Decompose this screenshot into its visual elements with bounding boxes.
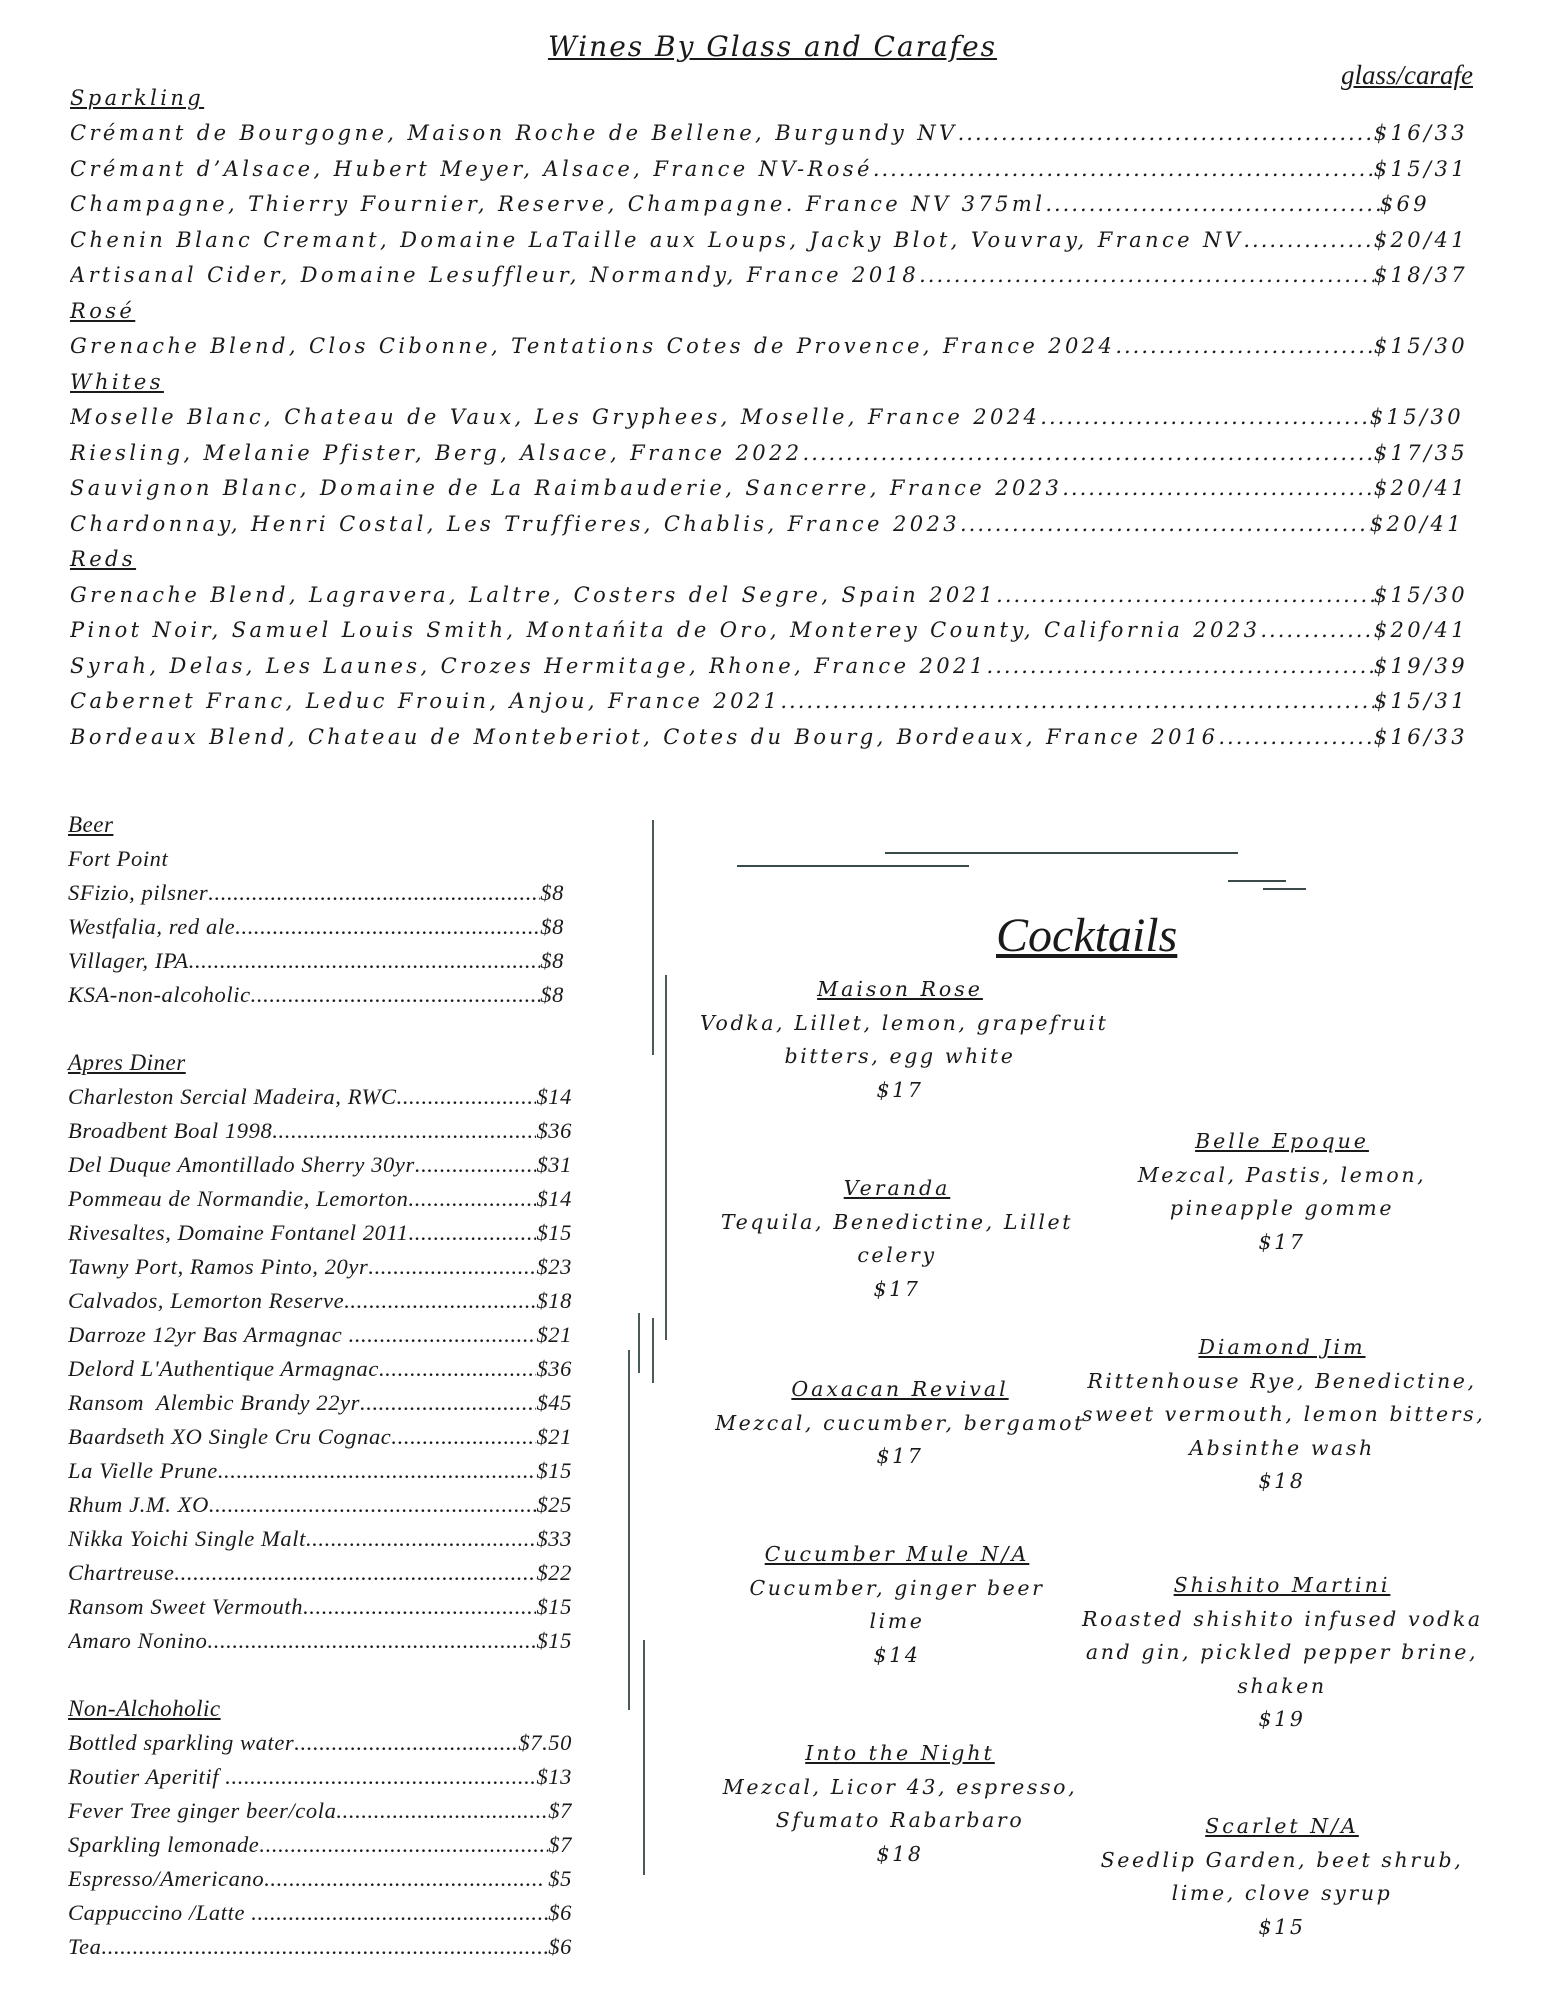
divider-line — [643, 1640, 645, 1875]
divider-line — [628, 1350, 630, 1710]
non-alcoholic-item: Tea ..... $6 — [68, 1930, 572, 1964]
cocktail-ingredients: lime — [869, 1609, 925, 1633]
cocktail-diamond-jim — [1082, 1331, 1486, 1499]
page-title: Wines By Glass and Carafes — [547, 30, 998, 63]
apres-item: Ransom Alembic Brandy 22yr ..... $45 — [68, 1386, 572, 1420]
non-alcoholic-item: Cappuccino /Latte ..... $6 — [68, 1896, 572, 1930]
cocktail-price: $19 — [1258, 1707, 1306, 1731]
divider-line — [652, 1318, 654, 1383]
cocktail-ingredients: Rittenhouse Rye, Benedictine, — [1087, 1368, 1477, 1393]
cocktail-ingredients: sweet vermouth, lemon bitters, — [1082, 1402, 1486, 1426]
beer-item: Westfalia, red ale ..... $8 — [68, 910, 564, 944]
divider-line — [638, 1313, 640, 1373]
cocktail-ingredients: Mezcal, cucumber, bergamot — [715, 1410, 1085, 1435]
cocktails-title: Cocktails — [996, 909, 1178, 962]
cocktail-price: $17 — [876, 1077, 924, 1102]
cocktail-ingredients: bitters, egg white — [784, 1044, 1016, 1068]
divider-line — [885, 852, 1238, 854]
wines-section — [70, 80, 1480, 755]
cocktail-price: $18 — [1258, 1469, 1306, 1493]
divider-line — [737, 865, 969, 867]
apres-item: Charleston Sercial Madeira, RWC ..... $14 — [68, 1080, 572, 1114]
cocktail-ingredients: Mezcal, Pastis, lemon, — [1137, 1162, 1427, 1187]
section-non-alcoholic: Non-Alchoholic — [68, 1696, 221, 1721]
cocktail-ingredients: Tequila, Benedictine, Lillet — [720, 1209, 1074, 1234]
divider-line — [665, 975, 667, 1340]
cocktail-oaxacan-revival — [700, 1373, 1100, 1474]
apres-item: Ransom Sweet Vermouth ..... $15 — [68, 1590, 572, 1624]
divider-line — [652, 820, 654, 1055]
cocktail-price: $14 — [873, 1642, 921, 1667]
cocktail-price: $15 — [1258, 1914, 1306, 1939]
cocktail-price: $17 — [876, 1444, 924, 1468]
apres-item: Del Duque Amontillado Sherry 30yr ..... $31 — [68, 1148, 572, 1182]
cocktail-ingredients: pineapple gomme — [1169, 1196, 1395, 1220]
non-alcoholic-item: Sparkling lemonade ..... $7 — [68, 1828, 572, 1862]
cocktail-name: Cucumber Mule N/A — [764, 1542, 1030, 1566]
non-alcoholic-item: Fever Tree ginger beer/cola ..... $7 — [68, 1794, 572, 1828]
cocktail-veranda — [697, 1172, 1097, 1306]
cocktail-ingredients: lime, clove syrup — [1171, 1881, 1393, 1905]
cocktail-price: $17 — [873, 1276, 921, 1301]
cocktail-ingredients: Vodka, Lillet, lemon, grapefruit — [700, 1010, 1109, 1035]
left-column — [68, 808, 588, 1964]
wine-item: Syrah, Delas, Les Launes, Crozes Hermitage, Rhone, France 2021 ..... $19/39 — [70, 648, 1480, 684]
cocktail-maison-rose — [700, 973, 1109, 1107]
wine-item: Riesling, Melanie Pfister, Berg, Alsace, France 2022 ..... $17/35 — [70, 435, 1480, 471]
wine-item: Champagne, Thierry Fournier, Reserve, Champagne. France NV 375ml ..... $69 — [70, 187, 1480, 223]
apres-item: Nikka Yoichi Single Malt ..... $33 — [68, 1522, 572, 1556]
apres-item: Calvados, Lemorton Reserve ..... $18 — [68, 1284, 572, 1318]
cocktail-price: $18 — [876, 1841, 924, 1866]
cocktail-cucumber-mule — [697, 1538, 1097, 1672]
apres-item: Pommeau de Normandie, Lemorton ..... $14 — [68, 1182, 572, 1216]
apres-item: Rivesaltes, Domaine Fontanel 2011 ..... $15 — [68, 1216, 572, 1250]
cocktail-ingredients: Cucumber, ginger beer — [749, 1575, 1045, 1600]
wine-item: Sauvignon Blanc, Domaine de La Raimbauderie, Sancerre, France 2023 ..... $20/41 — [70, 471, 1480, 507]
wine-item: Chenin Blanc Cremant, Domaine LaTaille aux Loups, Jacky Blot, Vouvray, France NV ..... $20/41 — [70, 222, 1480, 258]
apres-item: Rhum J.M. XO ..... $25 — [68, 1488, 572, 1522]
wine-item: Artisanal Cider, Domaine Lesuffleur, Normandy, France 2018 ..... $18/37 — [70, 258, 1480, 294]
brewery-name: Fort Point — [68, 846, 169, 871]
cocktail-name: Diamond Jim — [1198, 1335, 1366, 1359]
apres-item: Broadbent Boal 1998 ..... $36 — [68, 1114, 572, 1148]
apres-item: La Vielle Prune ..... $15 — [68, 1454, 572, 1488]
section-rose: Rosé — [70, 298, 136, 323]
wine-item: Chardonnay, Henri Costal, Les Truffieres, Chablis, France 2023 ..... $20/41 — [70, 506, 1480, 542]
apres-item: Chartreuse ..... $22 — [68, 1556, 572, 1590]
cocktail-ingredients: Seedlip Garden, beet shrub, — [1100, 1847, 1464, 1872]
apres-item: Tawny Port, Ramos Pinto, 20yr ..... $23 — [68, 1250, 572, 1284]
cocktail-into-the-night — [700, 1737, 1100, 1871]
section-apres-diner: Apres Diner — [68, 1050, 186, 1075]
cocktail-ingredients: Absinthe wash — [1189, 1435, 1375, 1460]
non-alcoholic-item: Bottled sparkling water ..... $7.50 — [68, 1726, 572, 1760]
cocktail-ingredients: Mezcal, Licor 43, espresso, — [722, 1774, 1078, 1799]
divider-line — [1228, 880, 1286, 882]
beer-item: SFizio, pilsner ..... $8 — [68, 876, 564, 910]
cocktail-ingredients: Roasted shishito infused vodka — [1082, 1606, 1483, 1631]
glass-carafe-header: glass/carafe — [1341, 60, 1473, 90]
cocktail-name: Veranda — [843, 1176, 951, 1200]
wine-item: Cabernet Franc, Leduc Frouin, Anjou, France 2021 ..... $15/31 — [70, 684, 1480, 720]
cocktail-ingredients: and gin, pickled pepper brine, — [1085, 1640, 1479, 1664]
section-reds: Reds — [70, 547, 137, 572]
cocktail-name: Oaxacan Revival — [791, 1377, 1009, 1401]
cocktail-price: $17 — [1258, 1229, 1306, 1254]
wine-item: Moselle Blanc, Chateau de Vaux, Les Gryphees, Moselle, France 2024 ..... $15/30 — [70, 400, 1480, 436]
section-beer: Beer — [68, 812, 114, 837]
wine-item: Crémant de Bourgogne, Maison Roche de Bellene, Burgundy NV ..... $16/33 — [70, 116, 1480, 152]
cocktail-shishito-martini — [1082, 1569, 1482, 1737]
cocktail-name: Shishito Martini — [1173, 1573, 1391, 1597]
apres-item: Darroze 12yr Bas Armagnac ..... $21 — [68, 1318, 572, 1352]
wine-item: Bordeaux Blend, Chateau de Monteberiot, Cotes du Bourg, Bordeaux, France 2016 ..... $16/33 — [70, 719, 1480, 755]
non-alcoholic-item: Espresso/Americano ..... $5 — [68, 1862, 572, 1896]
beer-item: Villager, IPA ..... $8 — [68, 944, 564, 978]
section-whites: Whites — [70, 369, 164, 394]
non-alcoholic-item: Routier Aperitif ..... $13 — [68, 1760, 572, 1794]
beer-item: KSA-non-alcoholic ..... $8 — [68, 978, 564, 1012]
wine-item: Grenache Blend, Clos Cibonne, Tentations Cotes de Provence, France 2024 ..... $15/30 — [70, 329, 1480, 365]
cocktail-name: Belle Epoque — [1195, 1129, 1369, 1153]
divider-line — [1263, 888, 1306, 890]
cocktail-name: Maison Rose — [817, 977, 983, 1001]
cocktail-ingredients: shaken — [1237, 1673, 1327, 1698]
cocktail-ingredients: Sfumato Rabarbaro — [775, 1808, 1025, 1832]
wine-item: Crémant d’Alsace, Hubert Meyer, Alsace, France NV-Rosé ..... $15/31 — [70, 151, 1480, 187]
wine-item: Pinot Noir, Samuel Louis Smith, Montańita de Oro, Monterey County, California 2023 ..... $20/41 — [70, 613, 1480, 649]
apres-item: Baardseth XO Single Cru Cognac ..... $21 — [68, 1420, 572, 1454]
cocktail-ingredients: celery — [857, 1243, 937, 1267]
cocktail-belle-epoque — [1082, 1125, 1482, 1259]
cocktail-scarlet — [1082, 1810, 1482, 1944]
section-sparkling: Sparkling — [70, 85, 205, 110]
apres-item: Amaro Nonino ..... $15 — [68, 1624, 572, 1658]
apres-item: Delord L'Authentique Armagnac ..... $36 — [68, 1352, 572, 1386]
cocktail-name: Into the Night — [805, 1741, 995, 1765]
cocktail-name: Scarlet N/A — [1205, 1814, 1359, 1838]
wine-item: Grenache Blend, Lagravera, Laltre, Costers del Segre, Spain 2021 ..... $15/30 — [70, 577, 1480, 613]
